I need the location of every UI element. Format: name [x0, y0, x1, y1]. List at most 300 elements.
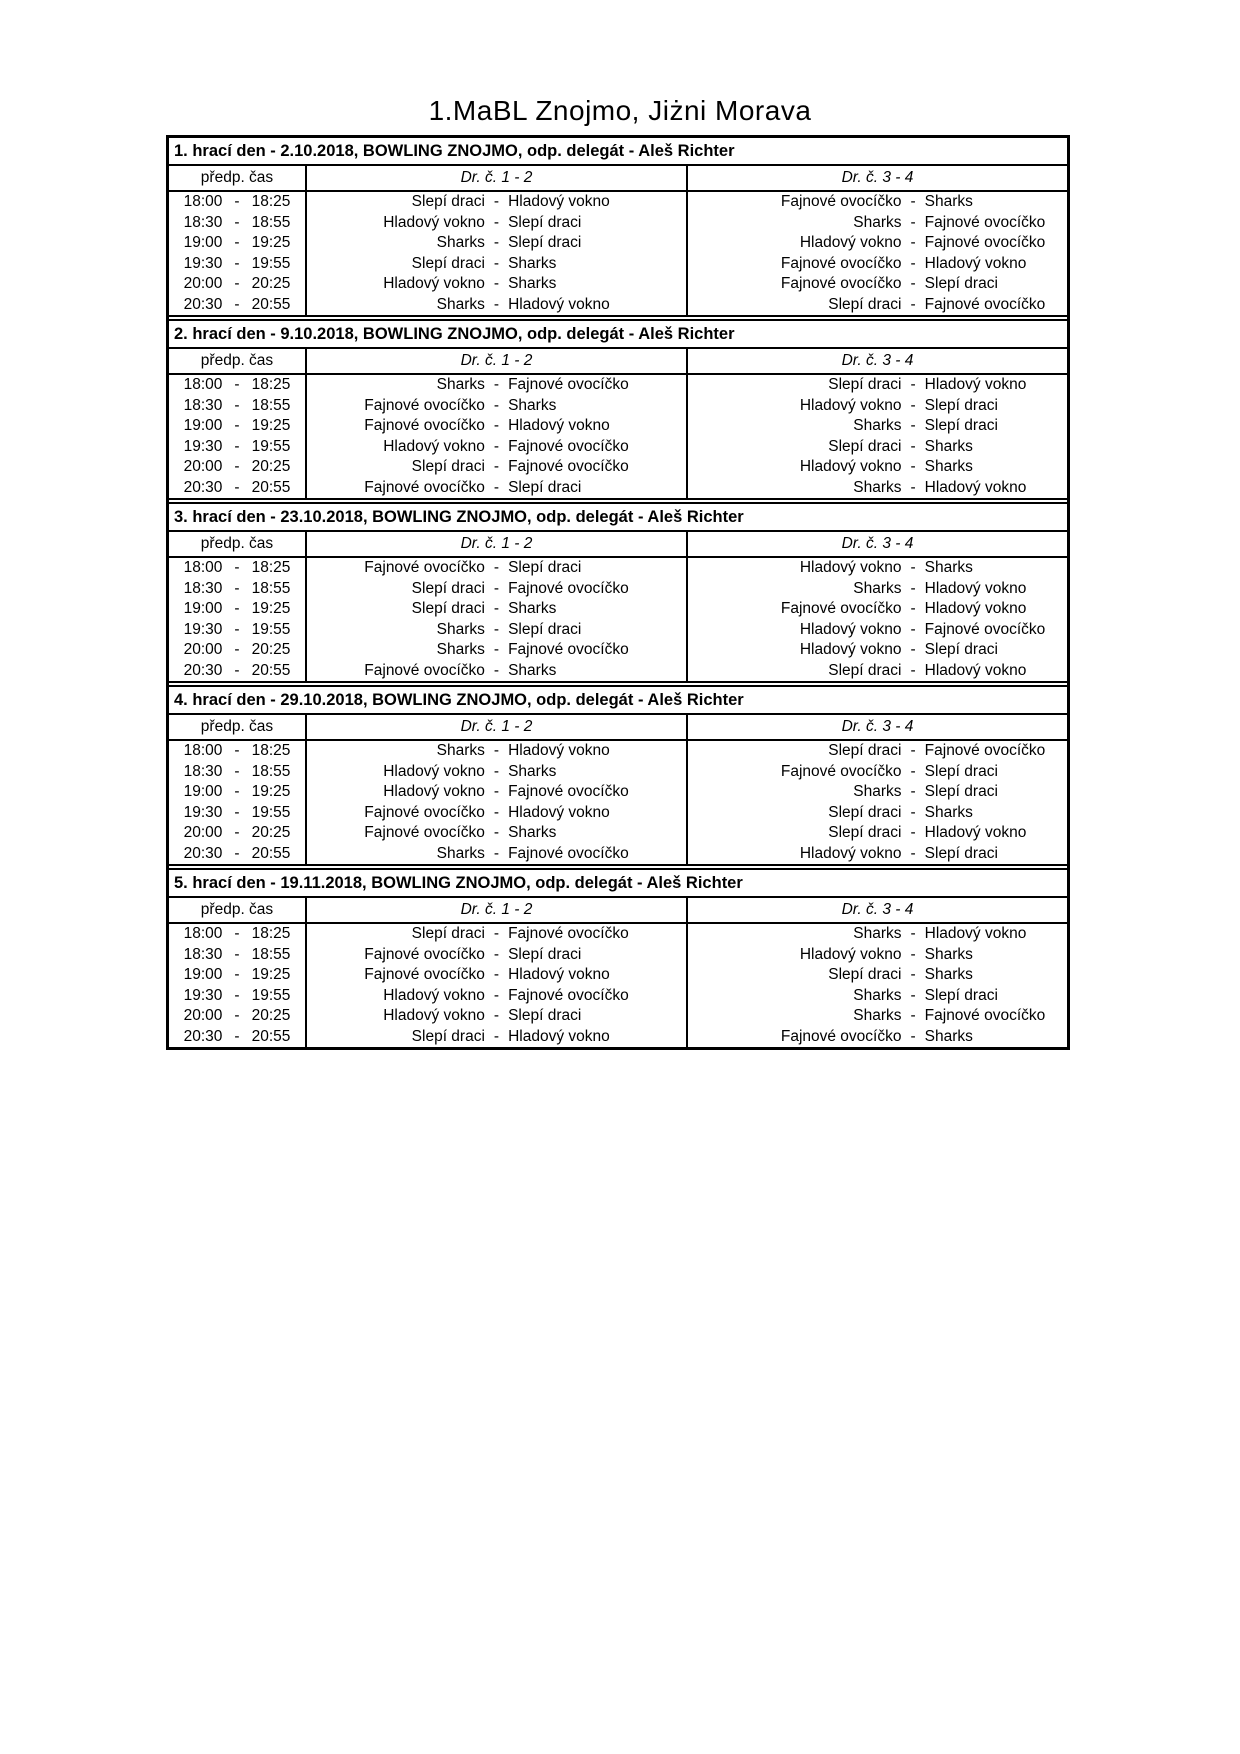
home-team: Sharks	[853, 925, 902, 943]
away-team: Fajnové ovocíčko	[924, 213, 1046, 231]
schedule-row	[169, 599, 1067, 620]
home-team: Slepí draci	[828, 661, 902, 679]
match-dash: -	[910, 661, 916, 679]
home-team: Slepí draci	[411, 579, 485, 597]
time-cell	[169, 965, 307, 986]
lanes34-match-cell	[688, 416, 1067, 437]
time-cell	[169, 437, 307, 458]
home-team: Hladový vokno	[799, 641, 902, 659]
time-cell	[169, 295, 307, 316]
start-time: 20:30	[183, 295, 223, 313]
away-team: Slepí draci	[508, 1007, 582, 1025]
home-team: Slepí draci	[828, 803, 902, 821]
home-team: Hladový vokno	[383, 437, 485, 455]
schedule-row	[169, 1027, 1067, 1048]
lanes12-match-cell	[307, 924, 688, 945]
schedule-row	[169, 437, 1067, 458]
away-team: Slepí draci	[508, 945, 582, 963]
away-team: Sharks	[924, 945, 973, 963]
start-time: 18:30	[183, 396, 223, 414]
match-dash: -	[910, 437, 916, 455]
home-team: Hladový vokno	[383, 783, 485, 801]
home-team: Hladový vokno	[799, 396, 902, 414]
away-team: Sharks	[508, 396, 557, 414]
home-team: Sharks	[436, 295, 485, 313]
away-team: Sharks	[924, 437, 973, 455]
match-dash: -	[910, 925, 916, 943]
end-time: 19:25	[251, 417, 291, 435]
lanes34-match-cell	[688, 396, 1067, 417]
time-cell	[169, 1027, 307, 1048]
day-section	[169, 315, 1067, 498]
end-time: 20:25	[251, 458, 291, 476]
lanes12-match-cell	[307, 762, 688, 783]
match-dash: -	[493, 1027, 500, 1045]
end-time: 20:55	[251, 661, 291, 679]
home-team: Hladový vokno	[799, 844, 902, 862]
home-team: Slepí draci	[411, 1027, 485, 1045]
home-team: Sharks	[436, 641, 485, 659]
home-team: Slepí draci	[828, 824, 902, 842]
match-dash: -	[493, 213, 500, 231]
end-time: 19:55	[251, 437, 291, 455]
end-time: 19:25	[251, 600, 291, 618]
lanes12-column-header: Dr. č. 1 - 2	[307, 532, 688, 556]
home-team: Slepí draci	[411, 600, 485, 618]
home-team: Sharks	[853, 986, 902, 1004]
end-time: 20:25	[251, 824, 291, 842]
start-time: 18:30	[183, 762, 223, 780]
column-header-row	[169, 898, 1067, 924]
lanes34-match-cell	[688, 844, 1067, 865]
home-team: Fajnové ovocíčko	[364, 945, 485, 963]
lanes34-match-cell	[688, 924, 1067, 945]
schedule-row	[169, 1006, 1067, 1027]
schedule-row	[169, 233, 1067, 254]
away-team: Fajnové ovocíčko	[508, 641, 629, 659]
away-team: Slepí draci	[508, 234, 582, 252]
schedule-row	[169, 579, 1067, 600]
lanes34-match-cell	[688, 823, 1067, 844]
time-cell	[169, 478, 307, 499]
schedule-row	[169, 924, 1067, 945]
match-dash: -	[910, 579, 916, 597]
home-team: Slepí draci	[828, 742, 902, 760]
lanes34-match-cell	[688, 274, 1067, 295]
time-column-header: předp. čas	[169, 166, 307, 190]
schedule-row	[169, 558, 1067, 579]
home-team: Fajnové ovocíčko	[364, 966, 485, 984]
away-team: Hladový vokno	[924, 254, 1027, 272]
time-dash: -	[234, 193, 240, 211]
home-team: Hladový vokno	[799, 234, 902, 252]
match-dash: -	[493, 661, 500, 679]
schedule-row	[169, 640, 1067, 661]
match-dash: -	[493, 376, 500, 394]
start-time: 19:00	[183, 966, 223, 984]
start-time: 20:00	[183, 275, 223, 293]
lanes12-match-cell	[307, 478, 688, 499]
lanes12-match-cell	[307, 295, 688, 316]
time-cell	[169, 640, 307, 661]
time-cell	[169, 416, 307, 437]
schedule-row	[169, 945, 1067, 966]
day-header: 2. hrací den - 9.10.2018, BOWLING ZNOJMO, odp. delegát - Aleš Richter	[169, 321, 1067, 349]
match-dash: -	[910, 396, 916, 414]
lanes12-match-cell	[307, 579, 688, 600]
end-time: 20:25	[251, 1007, 291, 1025]
away-team: Hladový vokno	[508, 1027, 610, 1045]
lanes34-match-cell	[688, 558, 1067, 579]
lanes34-match-cell	[688, 965, 1067, 986]
start-time: 19:30	[183, 620, 223, 638]
lanes34-column-header: Dr. č. 3 - 4	[841, 901, 914, 918]
home-team: Fajnové ovocíčko	[780, 254, 902, 272]
time-cell	[169, 803, 307, 824]
home-team: Hladový vokno	[799, 458, 902, 476]
time-dash: -	[234, 1027, 240, 1045]
end-time: 19:55	[251, 986, 291, 1004]
away-team: Slepí draci	[924, 641, 998, 659]
column-header-row	[169, 166, 1067, 192]
lanes12-match-cell	[307, 416, 688, 437]
away-team: Sharks	[508, 762, 557, 780]
home-team: Sharks	[853, 213, 902, 231]
match-dash: -	[493, 193, 500, 211]
away-team: Fajnové ovocíčko	[508, 579, 629, 597]
end-time: 19:55	[251, 803, 291, 821]
lanes34-match-cell	[688, 233, 1067, 254]
schedule-row	[169, 661, 1067, 682]
lanes34-match-cell	[688, 620, 1067, 641]
schedule-row	[169, 741, 1067, 762]
lanes34-match-cell	[688, 945, 1067, 966]
home-team: Fajnové ovocíčko	[780, 275, 902, 293]
schedule-row	[169, 965, 1067, 986]
home-team: Sharks	[853, 1007, 902, 1025]
away-team: Fajnové ovocíčko	[508, 437, 629, 455]
start-time: 19:00	[183, 417, 223, 435]
home-team: Fajnové ovocíčko	[364, 559, 485, 577]
schedule-row	[169, 762, 1067, 783]
lanes12-column-header: Dr. č. 1 - 2	[307, 349, 688, 373]
lanes34-match-cell	[688, 437, 1067, 458]
schedule-row	[169, 254, 1067, 275]
end-time: 18:25	[251, 559, 291, 577]
lanes12-match-cell	[307, 640, 688, 661]
end-time: 19:25	[251, 234, 291, 252]
lanes12-match-cell	[307, 192, 688, 213]
start-time: 18:00	[183, 742, 223, 760]
time-cell	[169, 274, 307, 295]
lanes12-column-header: Dr. č. 1 - 2	[307, 715, 688, 739]
time-cell	[169, 620, 307, 641]
match-dash: -	[910, 559, 916, 577]
time-cell	[169, 782, 307, 803]
start-time: 20:00	[183, 641, 223, 659]
time-dash: -	[234, 417, 240, 435]
time-dash: -	[234, 1007, 240, 1025]
time-dash: -	[234, 478, 240, 496]
home-team: Hladový vokno	[799, 945, 902, 963]
match-dash: -	[493, 641, 500, 659]
away-team: Sharks	[508, 824, 557, 842]
match-dash: -	[910, 742, 916, 760]
home-team: Fajnové ovocíčko	[780, 600, 902, 618]
away-team: Slepí draci	[924, 762, 998, 780]
time-dash: -	[234, 579, 240, 597]
lanes34-column-header: Dr. č. 3 - 4	[841, 718, 914, 735]
away-team: Slepí draci	[508, 620, 582, 638]
lanes34-match-cell	[688, 741, 1067, 762]
match-dash: -	[493, 966, 500, 984]
start-time: 20:30	[183, 844, 223, 862]
day-header: 4. hrací den - 29.10.2018, BOWLING ZNOJMO, odp. delegát - Aleš Richter	[169, 687, 1067, 715]
away-team: Sharks	[508, 600, 557, 618]
home-team: Hladový vokno	[799, 620, 902, 638]
away-team: Slepí draci	[924, 986, 998, 1004]
home-team: Fajnové ovocíčko	[780, 1027, 902, 1045]
lanes34-match-cell	[688, 457, 1067, 478]
lanes12-match-cell	[307, 375, 688, 396]
schedule-row	[169, 823, 1067, 844]
match-dash: -	[493, 803, 500, 821]
time-cell	[169, 579, 307, 600]
day-section	[169, 498, 1067, 681]
end-time: 18:55	[251, 396, 291, 414]
lanes12-match-cell	[307, 254, 688, 275]
away-team: Hladový vokno	[508, 803, 610, 821]
end-time: 18:55	[251, 762, 291, 780]
away-team: Slepí draci	[924, 396, 998, 414]
match-dash: -	[493, 844, 500, 862]
match-dash: -	[493, 1007, 500, 1025]
lanes34-match-cell	[688, 192, 1067, 213]
match-dash: -	[493, 620, 500, 638]
schedule-row	[169, 295, 1067, 316]
time-dash: -	[234, 661, 240, 679]
time-dash: -	[234, 559, 240, 577]
day-header: 3. hrací den - 23.10.2018, BOWLING ZNOJMO, odp. delegát - Aleš Richter	[169, 504, 1067, 532]
match-dash: -	[493, 234, 500, 252]
match-dash: -	[493, 254, 500, 272]
away-team: Fajnové ovocíčko	[508, 376, 629, 394]
end-time: 19:25	[251, 966, 291, 984]
lanes12-column-header: Dr. č. 1 - 2	[307, 898, 688, 922]
lanes12-match-cell	[307, 844, 688, 865]
end-time: 18:55	[251, 213, 291, 231]
home-team: Sharks	[436, 620, 485, 638]
end-time: 18:55	[251, 945, 291, 963]
match-dash: -	[493, 824, 500, 842]
match-dash: -	[493, 600, 500, 618]
match-dash: -	[910, 966, 916, 984]
away-team: Fajnové ovocíčko	[924, 620, 1046, 638]
match-dash: -	[493, 478, 500, 496]
start-time: 19:00	[183, 600, 223, 618]
lanes12-match-cell	[307, 437, 688, 458]
away-team: Slepí draci	[508, 559, 582, 577]
start-time: 20:00	[183, 458, 223, 476]
day-section	[169, 864, 1067, 1047]
lanes12-match-cell	[307, 558, 688, 579]
lanes12-match-cell	[307, 986, 688, 1007]
end-time: 18:25	[251, 925, 291, 943]
time-dash: -	[234, 396, 240, 414]
away-team: Sharks	[924, 559, 973, 577]
home-team: Fajnové ovocíčko	[780, 193, 902, 211]
home-team: Fajnové ovocíčko	[364, 661, 485, 679]
time-dash: -	[234, 641, 240, 659]
start-time: 20:00	[183, 824, 223, 842]
end-time: 20:55	[251, 1027, 291, 1045]
lanes12-match-cell	[307, 213, 688, 234]
time-dash: -	[234, 620, 240, 638]
home-team: Slepí draci	[828, 966, 902, 984]
lanes34-match-cell	[688, 295, 1067, 316]
time-cell	[169, 823, 307, 844]
time-column-header: předp. čas	[169, 532, 307, 556]
schedule-row	[169, 986, 1067, 1007]
match-dash: -	[493, 275, 500, 293]
match-dash: -	[910, 824, 916, 842]
schedule-row	[169, 457, 1067, 478]
end-time: 18:25	[251, 193, 291, 211]
time-dash: -	[234, 986, 240, 1004]
time-cell	[169, 375, 307, 396]
home-team: Sharks	[853, 579, 902, 597]
column-header-row	[169, 349, 1067, 375]
schedule-row	[169, 844, 1067, 865]
home-team: Slepí draci	[828, 437, 902, 455]
match-dash: -	[910, 254, 916, 272]
away-team: Hladový vokno	[924, 579, 1027, 597]
lanes34-column-header: Dr. č. 3 - 4	[841, 352, 914, 369]
lanes12-match-cell	[307, 823, 688, 844]
away-team: Fajnové ovocíčko	[508, 986, 629, 1004]
start-time: 20:00	[183, 1007, 223, 1025]
start-time: 19:00	[183, 234, 223, 252]
home-team: Slepí draci	[828, 295, 902, 313]
start-time: 19:00	[183, 783, 223, 801]
lanes12-match-cell	[307, 1027, 688, 1048]
match-dash: -	[493, 742, 500, 760]
time-column-header: předp. čas	[169, 898, 307, 922]
start-time: 18:30	[183, 945, 223, 963]
home-team: Hladový vokno	[799, 559, 902, 577]
time-dash: -	[234, 824, 240, 842]
lanes12-match-cell	[307, 599, 688, 620]
away-team: Hladový vokno	[508, 417, 610, 435]
start-time: 19:30	[183, 986, 223, 1004]
match-dash: -	[910, 1007, 916, 1025]
away-team: Sharks	[924, 803, 973, 821]
lanes12-match-cell	[307, 661, 688, 682]
end-time: 18:25	[251, 376, 291, 394]
end-time: 20:55	[251, 844, 291, 862]
away-team: Hladový vokno	[924, 925, 1027, 943]
away-team: Fajnové ovocíčko	[508, 783, 629, 801]
match-dash: -	[493, 945, 500, 963]
lanes12-match-cell	[307, 1006, 688, 1027]
time-dash: -	[234, 213, 240, 231]
away-team: Sharks	[508, 275, 557, 293]
home-team: Sharks	[853, 417, 902, 435]
away-team: Sharks	[924, 458, 973, 476]
match-dash: -	[910, 376, 916, 394]
schedule-row	[169, 213, 1067, 234]
lanes12-match-cell	[307, 965, 688, 986]
time-cell	[169, 945, 307, 966]
time-cell	[169, 661, 307, 682]
away-team: Hladový vokno	[924, 661, 1027, 679]
lanes12-match-cell	[307, 782, 688, 803]
start-time: 20:30	[183, 661, 223, 679]
away-team: Sharks	[508, 254, 557, 272]
schedule-row	[169, 416, 1067, 437]
lanes34-match-cell	[688, 579, 1067, 600]
match-dash: -	[910, 275, 916, 293]
home-team: Slepí draci	[828, 376, 902, 394]
time-cell	[169, 192, 307, 213]
lanes34-column-header: Dr. č. 3 - 4	[841, 535, 914, 552]
start-time: 18:00	[183, 925, 223, 943]
lanes12-match-cell	[307, 233, 688, 254]
match-dash: -	[493, 559, 500, 577]
time-cell	[169, 1006, 307, 1027]
away-team: Hladový vokno	[508, 295, 610, 313]
lanes34-match-cell	[688, 375, 1067, 396]
lanes34-column-header: Dr. č. 3 - 4	[841, 169, 914, 186]
end-time: 20:25	[251, 641, 291, 659]
home-team: Sharks	[853, 783, 902, 801]
match-dash: -	[493, 396, 500, 414]
lanes34-match-cell	[688, 254, 1067, 275]
home-team: Sharks	[436, 742, 485, 760]
match-dash: -	[910, 600, 916, 618]
start-time: 19:30	[183, 437, 223, 455]
match-dash: -	[493, 437, 500, 455]
lanes34-match-cell	[688, 1027, 1067, 1048]
lanes34-match-cell	[688, 762, 1067, 783]
away-team: Fajnové ovocíčko	[924, 1007, 1046, 1025]
match-dash: -	[493, 417, 500, 435]
home-team: Sharks	[436, 844, 485, 862]
away-team: Slepí draci	[924, 417, 998, 435]
home-team: Hladový vokno	[383, 762, 485, 780]
schedule-row	[169, 803, 1067, 824]
start-time: 18:30	[183, 213, 223, 231]
match-dash: -	[910, 620, 916, 638]
schedule-row	[169, 274, 1067, 295]
time-cell	[169, 844, 307, 865]
away-team: Hladový vokno	[924, 824, 1027, 842]
away-team: Slepí draci	[924, 783, 998, 801]
end-time: 20:55	[251, 478, 291, 496]
end-time: 18:25	[251, 742, 291, 760]
schedule-row	[169, 396, 1067, 417]
match-dash: -	[493, 579, 500, 597]
away-team: Sharks	[924, 966, 973, 984]
lanes34-match-cell	[688, 1006, 1067, 1027]
match-dash: -	[910, 986, 916, 1004]
time-cell	[169, 986, 307, 1007]
time-dash: -	[234, 742, 240, 760]
day-section	[169, 138, 1067, 315]
end-time: 19:55	[251, 620, 291, 638]
match-dash: -	[910, 234, 916, 252]
start-time: 20:30	[183, 1027, 223, 1045]
